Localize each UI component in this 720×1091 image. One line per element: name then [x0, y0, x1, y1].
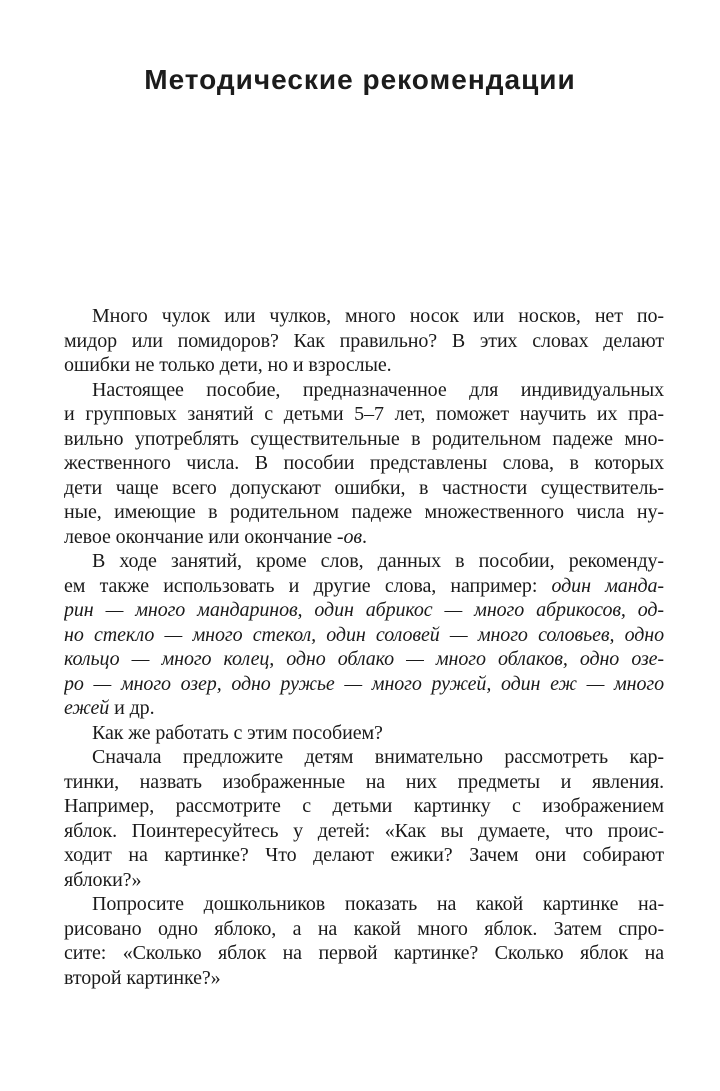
text-segment: ходит на картинке? Что делают ежики? Зачем они собирают: [64, 844, 664, 866]
page-title: Методические рекомендации: [144, 64, 576, 95]
text-segment: второй картинке?»: [64, 966, 221, 989]
text-line: [64, 647, 664, 672]
text-line: [64, 819, 664, 844]
text-segment: сите: «Сколько яблок на первой картинке? Сколько яблок на: [64, 942, 664, 964]
italic-text-segment: один манда-: [551, 574, 664, 597]
text-segment: мидор или помидоров? Как правильно? В этих словах делают: [64, 329, 664, 352]
text-segment: жественного числа. В пособии представлены слова, в которых: [64, 452, 664, 474]
text-line: [64, 966, 664, 991]
text-segment: вильно употреблять существительные в родительном падеже мно-: [64, 427, 664, 450]
text-segment: рисовано одно яблоко, а на какой много яблок. Затем спро-: [64, 917, 664, 940]
text-segment: яблок. Поинтересуйтесь у детей: «Как вы думаете, что проис-: [64, 819, 664, 842]
text-segment: яблоки?»: [64, 868, 142, 891]
italic-text-segment: но стекло — много стекол, один соловей — много соловьев, одно: [64, 623, 664, 646]
italic-text-segment: ежей: [64, 697, 110, 719]
text-segment: Например, рассмотрите с детьми картинку с изображением: [64, 795, 664, 817]
text-line: [64, 476, 664, 501]
text-segment: Много чулок или чулков, много носок или носков, нет по-: [92, 305, 664, 327]
text-line: [64, 623, 664, 648]
text-segment: дети чаще всего допускают ошибки, в частности существитель-: [64, 476, 664, 499]
text-segment: и групповых занятий с детьми 5–7 лет, поможет научить их пра-: [64, 403, 664, 425]
text-line: [64, 843, 664, 868]
italic-text-segment: -ов: [336, 525, 362, 548]
paragraph: [64, 549, 664, 721]
text-segment: Настоящее пособие, предназначенное для индивидуальных: [92, 378, 664, 401]
text-line: [64, 868, 664, 893]
text-segment: .: [361, 525, 367, 548]
text-line: [64, 525, 664, 550]
text-segment: Попросите дошкольников показать на какой картинке на-: [92, 893, 664, 915]
text-line: [64, 745, 664, 770]
paragraph: [64, 745, 664, 892]
text-line: [64, 794, 664, 819]
text-line: [64, 598, 664, 623]
text-line: [64, 941, 664, 966]
text-line: [64, 402, 664, 427]
text-segment: ные, имеющие в родительном падеже множественного числа ну-: [64, 501, 664, 523]
text-line: [64, 427, 664, 452]
italic-text-segment: кольцо — много колец, одно облако — много облаков, одно озе-: [64, 648, 664, 670]
text-line: [64, 574, 664, 599]
text-line: [64, 304, 664, 329]
text-line: [64, 770, 664, 795]
text-segment: и др.: [109, 697, 155, 719]
text-segment: Сначала предложите детям внимательно рассмотреть кар-: [92, 746, 664, 768]
text-line: [64, 917, 664, 942]
text-line: [64, 672, 664, 697]
text-line: [64, 500, 664, 525]
text-line: [64, 549, 664, 574]
paragraph: [64, 721, 664, 746]
text-segment: Как же работать с этим пособием?: [92, 721, 383, 744]
italic-text-segment: ро — много озер, одно ружье — много ружей, один еж — много: [64, 672, 664, 695]
text-line: [64, 353, 664, 378]
text-line: [64, 696, 664, 721]
text-line: [64, 451, 664, 476]
text-line: [64, 378, 664, 403]
italic-text-segment: рин — много мандаринов, один абрикос — много абрикосов, од-: [64, 599, 664, 621]
body-text: [64, 304, 664, 990]
text-segment: левое окончание или окончание: [64, 525, 337, 548]
paragraph: [64, 892, 664, 990]
text-line: [64, 329, 664, 354]
text-line: [64, 721, 664, 746]
text-segment: В ходе занятий, кроме слов, данных в пособии, рекоменду-: [92, 550, 664, 572]
paragraph: [64, 304, 664, 378]
text-line: [64, 892, 664, 917]
text-segment: тинки, назвать изображенные на них предметы и явления.: [64, 770, 664, 793]
text-segment: ошибки не только дети, но и взрослые.: [64, 354, 392, 376]
text-segment: ем также использовать и другие слова, например:: [64, 574, 552, 597]
paragraph: [64, 378, 664, 550]
